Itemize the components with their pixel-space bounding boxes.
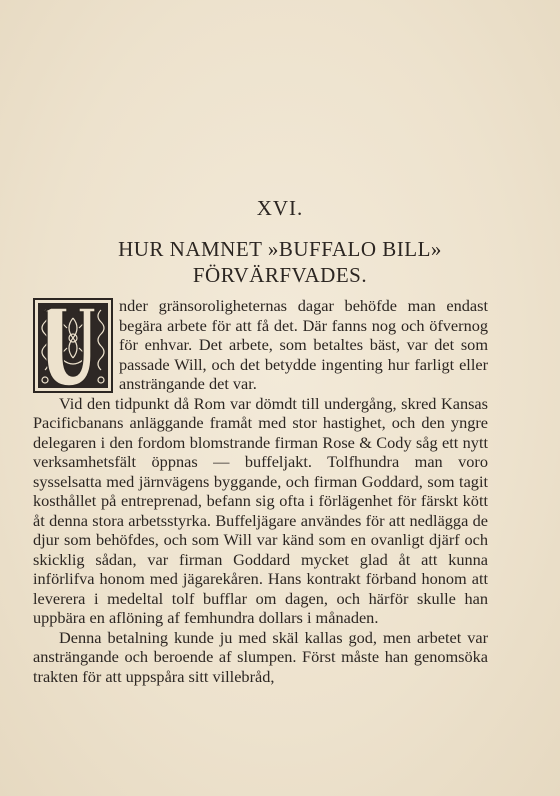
- body-text: [33, 296, 488, 686]
- paragraph-1: nder gränsoroligheternas dagar behöfde man endast begära arbete för att få det. Där fanns nog och öfvernog för enhvar. Det arbete, som betaltes bäst, var det som passade Will, och det betydde ingenting hur farligt eller ansträngande det var.: [119, 296, 488, 393]
- paragraph-3: Denna betalning kunde ju med skäl kallas god, men arbetet var ansträngande och beroende af slumpen. Först måste han genomsöka trakten för att uppspåra sitt villebråd,: [33, 627, 488, 686]
- chapter-title-line-2: FÖRVÄRFVADES.: [192, 263, 368, 287]
- paragraph-2: Vid den tidpunkt då Rom var dömdt till undergång, skred Kansas Pacificbanans anläggande framåt med stor hastighet, och den yngre delegaren i den fordom blomstrande firman Rose & Cody såg ett nytt verksamhetsfält öppnas — buffeljakt. Tolfhundra man voro sysselsatta med järnvägens byggande, och firman Goddard, som tagit kosthållet på entreprenad, befann sig ofta i förlägenhet för färskt kött åt denna stora arbetsstyrka. Buffeljägare användes för att nedlägga de djur som behöfdes, och som Will var känd som en ovanligt djärf och skicklig sådan, var firman Goddard mycket glad åt att kunna införlifva honom med jägarekåren. Hans kontrakt förband honom att leverera i medeltal tolf bufflar om dagen, och härför skulle han uppbära en aflöning af femhundra dollars i månaden.: [33, 393, 488, 627]
- chapter-title: [0, 236, 560, 288]
- chapter-title-line-1: HUR NAMNET »BUFFALO BILL»: [118, 237, 442, 261]
- ornamental-initial-u-icon: [33, 298, 113, 393]
- chapter-number: XVI.: [256, 196, 304, 220]
- decorated-initial: [33, 298, 113, 393]
